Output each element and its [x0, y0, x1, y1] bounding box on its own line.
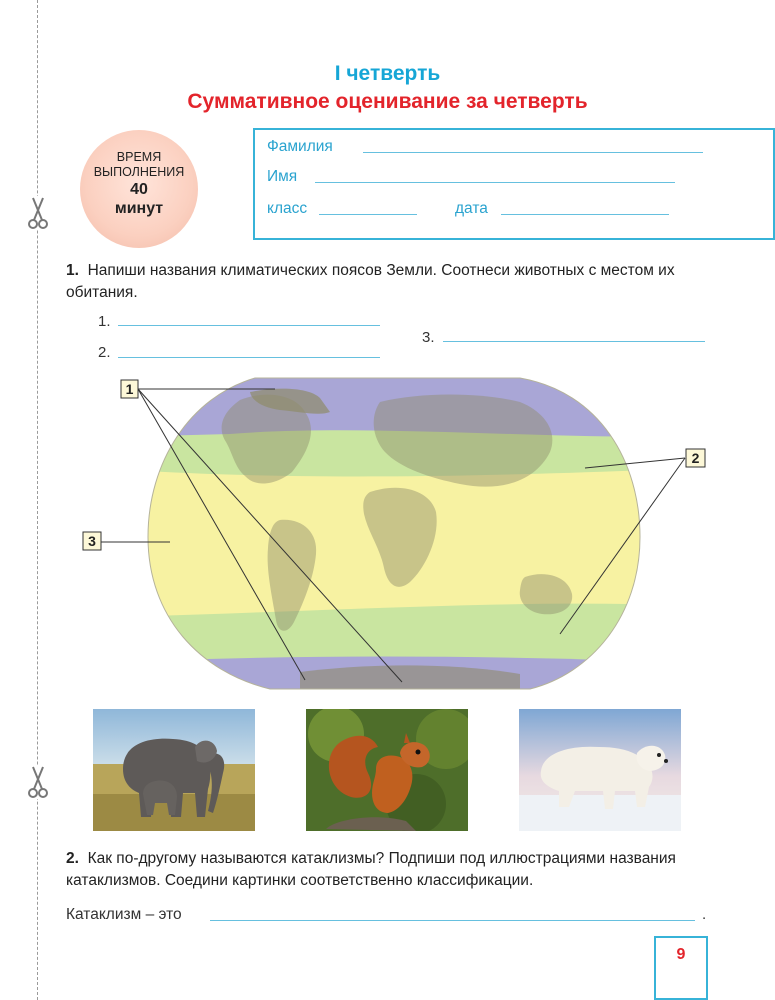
time-unit: минут [114, 200, 164, 217]
definition-suffix: . [702, 906, 707, 923]
task2-question: Как по-другому называются катаклизмы? Подпиши под иллюстрациями названия катаклизмов. Соедини картинки соответственно классификации. [66, 850, 676, 889]
task1-question: Напиши названия климатических поясов Земли. Соотнеси животных с местом их обитания. [66, 262, 675, 301]
date-field[interactable] [501, 214, 669, 215]
map-label-2 [686, 449, 705, 467]
task2-number: 2. [66, 850, 79, 867]
elephant-photo [93, 709, 255, 831]
class-field[interactable] [319, 214, 417, 215]
time-minutes: 40 [130, 181, 148, 198]
name-field[interactable] [315, 182, 675, 183]
task2-text [66, 848, 706, 892]
page-title: Суммативное оценивание за четверть [187, 90, 588, 113]
scissors-icon [26, 196, 50, 230]
map-label-1 [121, 380, 138, 398]
surname-field[interactable] [363, 152, 703, 153]
task1-number: 1. [66, 262, 79, 279]
scissors-icon [26, 765, 50, 799]
answer-line-3[interactable] [443, 341, 705, 342]
definition-prefix: Катаклизм – это [66, 906, 182, 923]
surname-label: Фамилия [267, 138, 333, 155]
svg-text:3: 3 [88, 533, 96, 549]
class-label: класс [267, 200, 308, 217]
answer-line-2[interactable] [118, 357, 380, 358]
date-label: дата [455, 200, 488, 217]
answer-number-2: 2. [98, 344, 111, 361]
svg-text:1: 1 [125, 381, 134, 397]
polar-bear-photo [519, 709, 681, 831]
student-info-box [253, 128, 775, 240]
answer-line-1[interactable] [118, 325, 380, 326]
definition-line[interactable] [210, 920, 695, 921]
quarter-heading: I четверть [334, 62, 441, 85]
name-label: Имя [267, 168, 298, 185]
map-zones [80, 372, 720, 697]
page-number: 9 [676, 946, 686, 963]
page-number-box [654, 936, 708, 1000]
time-label-2: ВЫПОЛНЕНИЯ [93, 165, 185, 179]
time-badge [80, 130, 198, 248]
answer-number-3: 3. [422, 329, 435, 346]
answer-number-1: 1. [98, 313, 111, 330]
climate-zones-map [80, 372, 720, 697]
map-label-3 [83, 532, 101, 550]
svg-text:2: 2 [691, 450, 700, 466]
task1-text [66, 260, 706, 304]
cut-line [37, 0, 38, 1000]
squirrel-photo [306, 709, 468, 831]
time-label-1: ВРЕМЯ [116, 150, 162, 164]
